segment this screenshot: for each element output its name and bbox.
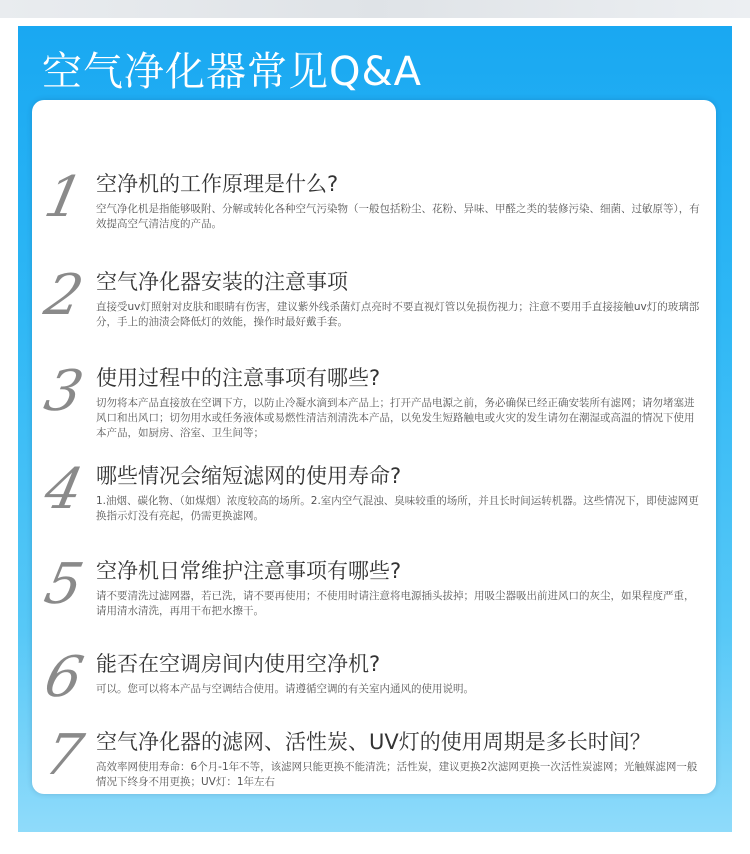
question-text: 能否在空调房间内使用空净机?: [96, 652, 381, 676]
question-text: 使用过程中的注意事项有哪些?: [96, 366, 381, 390]
item-number: 2: [39, 263, 89, 328]
answer-text: 可以。您可以将本产品与空调结合使用。请遵循空调的有关室内通风的使用说明。: [96, 683, 474, 695]
page-title: 空气净化器常见Q&A: [42, 49, 423, 95]
answer-text: 直接受uv灯照射对皮肤和眼睛有伤害，建议紫外线杀菌灯点亮时不要直视灯管以免损伤视力；注意不要用手直接接触uv灯的玻璃部分，手上的油渍会降低灯的效能，操作时最好戴手套。: [96, 301, 700, 328]
question-text: 空净机的工作原理是什么?: [96, 172, 339, 196]
question-text: 空气净化器安装的注意事项: [96, 270, 348, 294]
item-number: 5: [39, 552, 89, 617]
question-text: 空气净化器的滤网、活性炭、UV灯的使用周期是多长时间？: [96, 730, 651, 754]
answer-text: 请不要清洗过滤网器，若已洗，请不要再使用；不使用时请注意将电源插头拔掉；用吸尘器吸出前进风口的灰尘，如果程度严重，请用清水清洗，再用干布把水擦干。: [96, 590, 695, 617]
top-strip: [0, 0, 750, 18]
item-number: 3: [39, 359, 89, 424]
item-number: 6: [39, 645, 89, 710]
answer-text: 1.油烟、碳化物、（如煤烟）浓度较高的场所。2.室内空气混浊、臭味较重的场所，并且长时间运转机器。这些情况下，即使滤网更换指示灯没有亮起，仍需更换滤网。: [96, 495, 699, 522]
answer-text: 空气净化机是指能够吸附、分解或转化各种空气污染物（一般包括粉尘、花粉、异味、甲醛之类的装修污染、细菌、过敏原等），有效提高空气清洁度的产品。: [96, 203, 700, 230]
question-text: 空净机日常维护注意事项有哪些?: [96, 559, 402, 583]
qa-card: [32, 100, 716, 794]
item-number: 1: [39, 165, 89, 230]
item-number: 4: [39, 457, 89, 522]
answer-text: 高效率网使用寿命：6个月-1年不等，该滤网只能更换不能清洗；活性炭，建议更换2次滤网更换一次活性炭滤网；光触媒滤网一般情况下终身不用更换；UV灯：1年左右: [96, 761, 698, 788]
item-number: 7: [39, 723, 89, 788]
qa-banner: [18, 26, 732, 832]
answer-text: 切勿将本产品直接放在空调下方，以防止冷凝水滴到本产品上；打开产品电源之前，务必确保已经正确安装所有滤网；请勿堵塞进风口和出风口；切勿用水或任务液体或易燃性清洁剂清洗本产品，以免发生短路触电或火灾的发生请勿在潮湿或高温的情况下使用本产品，如厨房、浴室、卫生间等；: [96, 397, 695, 439]
question-text: 哪些情况会缩短滤网的使用寿命?: [96, 464, 402, 488]
